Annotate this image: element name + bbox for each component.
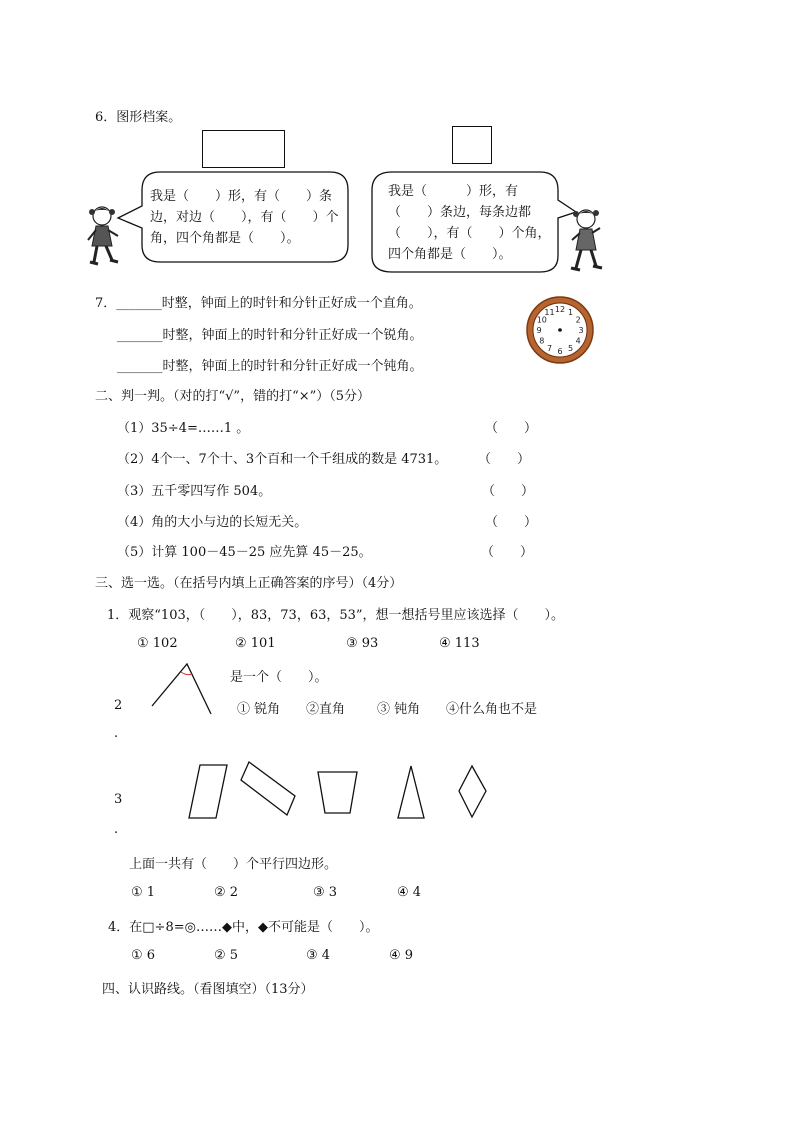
- left-bubble-line: 边，对边（ ），有（ ）个: [150, 210, 339, 225]
- choice-q3-dot: .: [114, 822, 119, 837]
- choice-q2-stem: 是一个（ ）。: [230, 670, 328, 685]
- parallelogram-shape-2: [241, 762, 295, 815]
- section4-heading: 四、认识路线。（看图填空）（13分）: [102, 982, 314, 997]
- judge-blank-4[interactable]: （ ）: [485, 515, 538, 530]
- left-bubble-line: 我是（ ）形，有（ ）条: [150, 189, 333, 204]
- clock-numeral: 12: [554, 305, 566, 314]
- choice-q3-option-3[interactable]: ③ 3: [313, 885, 338, 900]
- clock-numeral: 1: [567, 307, 574, 317]
- choice-q1-option-1[interactable]: ① 102: [137, 636, 178, 651]
- choice-q3-stem: 上面一共有（ ）个平行四边形。: [129, 857, 338, 872]
- clock-numeral: 8: [539, 336, 545, 346]
- clock-numeral: 10: [536, 315, 547, 325]
- trapezoid-shape: [318, 772, 357, 813]
- triangle-shape: [398, 766, 424, 818]
- choice-q3-option-2[interactable]: ② 2: [214, 885, 239, 900]
- judge-item-2: （2）4个一、7个十、3个百和一个千组成的数是 4731。: [117, 452, 448, 467]
- choice-q2-option-2[interactable]: ②直角: [306, 702, 346, 717]
- right-bubble-line: 四个角都是（ ）。: [388, 247, 512, 262]
- judge-item-3: （3）五千零四写作 504。: [117, 484, 272, 499]
- clock-numeral: 2: [575, 315, 581, 325]
- judge-item-5: （5）计算 100－45－25 应先算 45－25。: [117, 545, 372, 560]
- judge-item-1: （1）35÷4=……1 。: [117, 421, 250, 436]
- judge-item-4: （4）角的大小与边的长短无关。: [117, 515, 308, 530]
- clock-numeral: 7: [546, 344, 553, 354]
- choice-q4-text: 4．在□÷8=◎……◆中，◆不可能是（ ）。: [108, 920, 379, 935]
- judge-blank-2[interactable]: （ ）: [478, 452, 531, 467]
- judge-blank-3[interactable]: （ ）: [482, 484, 535, 499]
- choice-q4-option-1[interactable]: ① 6: [131, 948, 156, 963]
- choice-q4-option-2[interactable]: ② 5: [214, 948, 239, 963]
- choice-q2-option-4[interactable]: ④什么角也不是: [446, 702, 538, 717]
- choice-q2-option-1[interactable]: ① 锐角: [237, 702, 281, 717]
- choice-q3-option-1[interactable]: ① 1: [131, 885, 156, 900]
- q7-line-1: 7．_______时整，钟面上的时针和分针正好成一个直角。: [95, 296, 422, 311]
- section3-heading: 三、选一选。（在括号内填上正确答案的序号）（4分）: [95, 576, 403, 591]
- clock-numeral: 9: [536, 326, 542, 335]
- choice-q1-option-4[interactable]: ④ 113: [439, 636, 480, 651]
- judge-blank-5[interactable]: （ ）: [481, 545, 534, 560]
- q7-line-3: _______时整，钟面上的时针和分针正好成一个钝角。: [117, 359, 423, 374]
- clock-numeral: 3: [578, 326, 584, 335]
- q7-line-2: _______时整，钟面上的时针和分针正好成一个锐角。: [117, 328, 423, 343]
- choice-q1-text: 1．观察“103，（ ），83，73，63，53”，想一想括号里应该选择（ ）。: [107, 608, 565, 623]
- choice-q3-number: 3: [114, 792, 123, 807]
- clock-numeral: 6: [557, 347, 563, 356]
- choice-q1-option-2[interactable]: ② 101: [235, 636, 276, 651]
- choice-q4-option-3[interactable]: ③ 4: [306, 948, 331, 963]
- q6-title: 6．图形档案。: [95, 110, 182, 125]
- left-bubble-line: 角，四个角都是（ ）。: [150, 231, 300, 246]
- choice-q2-dot: .: [114, 726, 119, 741]
- clock-numeral: 11: [544, 307, 555, 317]
- judge-blank-1[interactable]: （ ）: [485, 421, 538, 436]
- choice-q4-option-4[interactable]: ④ 9: [389, 948, 414, 963]
- clock-numeral: 4: [575, 336, 581, 346]
- choice-q2-option-3[interactable]: ③ 钝角: [377, 702, 421, 717]
- choice-q2-number: 2: [114, 698, 123, 713]
- right-bubble-line: 我是（ ）形，有: [388, 184, 519, 199]
- choice-q3-option-4[interactable]: ④ 4: [397, 885, 422, 900]
- rhombus-shape: [459, 766, 486, 817]
- choice-q1-option-3[interactable]: ③ 93: [346, 636, 379, 651]
- right-bubble-line: （ ），有（ ）个角，: [388, 226, 551, 241]
- section2-heading: 二、判一判。（对的打“√”，错的打“×”）（5分）: [95, 389, 371, 404]
- right-bubble-line: （ ）条边，每条边都: [388, 205, 532, 220]
- clock-numeral: 5: [567, 344, 574, 354]
- parallelogram-shape-1: [189, 765, 227, 818]
